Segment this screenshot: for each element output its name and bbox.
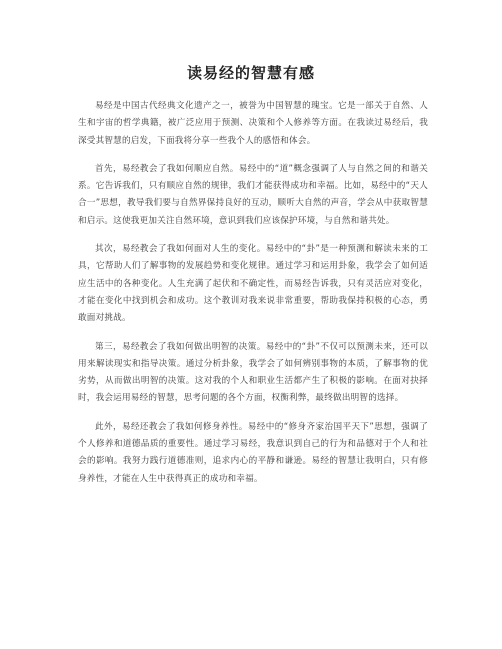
paragraph-decision: 第三，易经教会了我如何做出明智的决策。易经中的“卦”不仅可以预测未来，还可以用来解读现实和指导决策。通过分析卦象，我学会了如何辨别事物的本质，了解事物的优劣势，从而做出明智的决策。这对我的个人和职业生活都产生了积极的影响。在面对抉择时，我会运用易经的智慧，思考问题的各个方面，权衡利弊，最终做出明智的选择。: [78, 341, 428, 404]
paragraph-change: 其次，易经教会了我如何面对人生的变化。易经中的“卦”是一种预测和解读未来的工具，它帮助人们了解事物的发展趋势和变化规律。通过学习和运用卦象，我学会了如何适应生活中的各种变化。人生充满了起伏和不确定性，而易经告诉我，只有灵活应对变化，才能在变化中找到机会和成功。这个教训对我来说非常重要，帮助我保持积极的心态，勇敢面对挑战。: [78, 244, 428, 324]
document-body: [78, 98, 428, 499]
paragraph-intro: 易经是中国古代经典文化遗产之一，被誉为中国智慧的瑰宝。它是一部关于自然、人生和宇宙的哲学典籍，被广泛应用于预测、决策和个人修养等方面。在我读过易经后，我深受其智慧的启发，下面我将分享一些我个人的感悟和体会。: [78, 101, 428, 146]
paragraph-nature: 首先，易经教会了我如何顺应自然。易经中的“道”概念强调了人与自然之间的和谐关系。它告诉我们，只有顺应自然的规律，我们才能获得成功和幸福。比如，易经中的“天人合一”思想，教导我们要与自然界保持良好的互动，顺听大自然的声音，学会从中获取智慧和启示。这使我更加关注自然环境，意识到我们应该保护环境，与自然和谐共处。: [78, 163, 428, 226]
paragraph-cultivation: 此外，易经还教会了我如何修身养性。易经中的“修身齐家治国平天下”思想，强调了个人修养和道德品质的重要性。通过学习易经，我意识到自己的行为和品德对于个人和社会的影响。我努力践行道德准则，追求内心的平静和谦逊。易经的智慧让我明白，只有修身养性，才能在人生中获得真正的成功和幸福。: [78, 421, 428, 484]
page-title: 读易经的智慧有感: [186, 64, 315, 82]
